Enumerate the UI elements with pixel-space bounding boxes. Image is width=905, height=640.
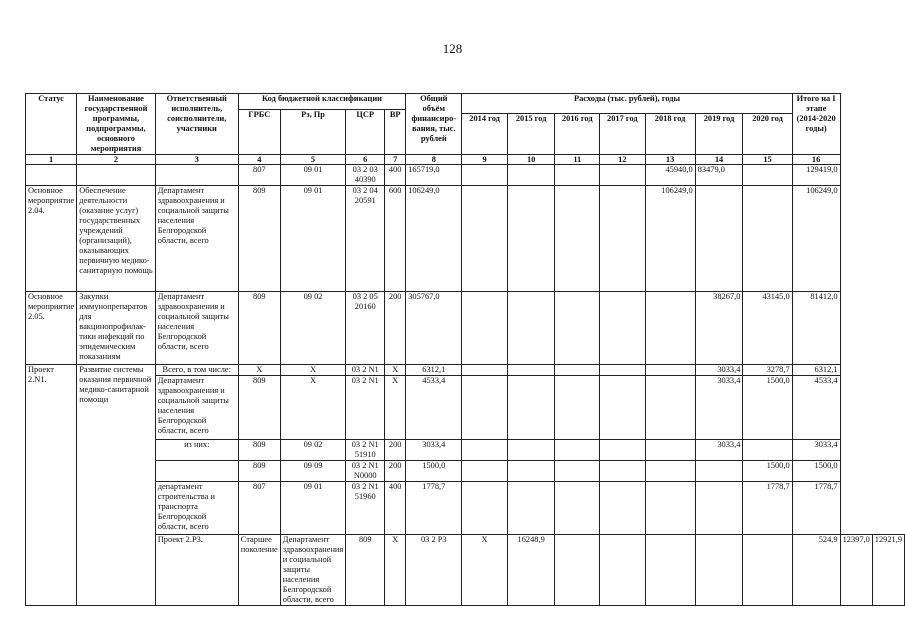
cell-2014: [462, 186, 507, 292]
cell-grbs: 809: [238, 186, 280, 292]
header-year-2019: 2019 год: [695, 114, 743, 155]
header-year-2014: 2014 год: [462, 114, 507, 155]
cell-2020: 43145,0: [743, 292, 792, 365]
cell-executor: Всего, в том числе:: [155, 365, 238, 376]
header-vr: ВР: [385, 110, 406, 155]
col-number: 15: [743, 155, 792, 165]
cell-executor: Департамент здравоохранения и социальной защиты населения Белгородской области, всего: [155, 292, 238, 365]
cell-2016: [555, 292, 600, 365]
table-row: [26, 376, 905, 440]
cell-csr: 03 2 Р3: [406, 535, 462, 606]
cell-2017: [600, 482, 645, 535]
header-expenses: Расходы (тыс. рублей), годы: [462, 94, 792, 114]
cell-stage-total: 1778,7: [792, 482, 840, 535]
col-number: 8: [406, 155, 462, 165]
cell-2016: [555, 365, 600, 376]
col-number: 5: [280, 155, 346, 165]
cell-2014: [462, 365, 507, 376]
cell-2017: [600, 165, 645, 186]
cell-2019: 3033,4: [695, 376, 743, 440]
col-number: 13: [645, 155, 695, 165]
cell-2018: [645, 365, 695, 376]
cell-2017: [600, 292, 645, 365]
col-number: 7: [385, 155, 406, 165]
cell-2018: [743, 535, 792, 606]
header-year-2017: 2017 год: [600, 114, 645, 155]
cell-2019: [695, 482, 743, 535]
cell-name: [77, 165, 155, 186]
cell-stage-total: 12921,9: [872, 535, 904, 606]
cell-2016: [645, 535, 695, 606]
cell-2015: [507, 186, 555, 292]
cell-csr: 03 2 N1 51910: [346, 440, 385, 461]
cell-2019: 83479,0: [695, 165, 743, 186]
cell-executor: Департамент здравоохранения и социальной защиты населения Белгородской области, всего: [155, 376, 238, 440]
header-budget-code: Код бюджетной классификации: [238, 94, 405, 110]
header-total-volume: Общий объём финансиро-вания, тыс. рублей: [406, 94, 462, 155]
cell-2017: [600, 376, 645, 440]
table-row: [26, 165, 905, 186]
cell-2020: [743, 186, 792, 292]
cell-2018: [645, 461, 695, 482]
col-number: 4: [238, 155, 280, 165]
cell-vr: Х: [385, 376, 406, 440]
cell-total: 106249,0: [406, 186, 462, 292]
cell-2015: [507, 365, 555, 376]
header-year-2015: 2015 год: [507, 114, 555, 155]
header-year-2016: 2016 год: [555, 114, 600, 155]
cell-2016: [555, 165, 600, 186]
cell-total: 1778,7: [406, 482, 462, 535]
cell-grbs: 807: [238, 482, 280, 535]
cell-executor: Департамент здравоохранения и социальной защиты населения Белгородской области, всего: [155, 186, 238, 292]
cell-csr: 03 2 05 20160: [346, 292, 385, 365]
cell-vr: 400: [385, 482, 406, 535]
col-number: 14: [695, 155, 743, 165]
col-number: 10: [507, 155, 555, 165]
header-stage-total: Итого на I этапе (2014-2020 годы): [792, 94, 840, 155]
cell-vr: 600: [385, 186, 406, 292]
cell-2020: [743, 440, 792, 461]
cell-grbs: 809: [238, 461, 280, 482]
cell-status: Основное мероприятие 2.04.: [26, 186, 77, 292]
header-year-2020: 2020 год: [743, 114, 792, 155]
cell-grbs: Х: [238, 365, 280, 376]
cell-total: 1500,0: [406, 461, 462, 482]
cell-rz: 09 01: [280, 165, 346, 186]
cell-2014: [462, 440, 507, 461]
header-rz: Рз, Пр: [280, 110, 346, 155]
cell-2017: [695, 535, 743, 606]
cell-csr: 03 2 N1: [346, 365, 385, 376]
cell-rz: Х: [280, 376, 346, 440]
cell-vr: 200: [385, 461, 406, 482]
cell-grbs: 807: [238, 165, 280, 186]
cell-csr: 03 2 N1 N0000: [346, 461, 385, 482]
cell-vr: Х: [462, 535, 507, 606]
page-number: 128: [442, 41, 463, 56]
budget-table: [25, 93, 905, 606]
cell-2020: [743, 165, 792, 186]
cell-status: Проект 2.N1.: [26, 365, 77, 606]
cell-2019: 38267,0: [695, 292, 743, 365]
cell-executor: Департамент здравоохранения и социальной защиты населения Белгородской области, всего: [280, 535, 346, 606]
cell-grbs: 809: [346, 535, 385, 606]
cell-2017: [600, 365, 645, 376]
cell-stage-total: 4533,4: [792, 376, 840, 440]
col-number: 1: [26, 155, 77, 165]
cell-2020: 1778,7: [743, 482, 792, 535]
cell-2020: 3278,7: [743, 365, 792, 376]
header-executor: Ответственный исполнитель, соисполнители, участники: [155, 94, 238, 155]
cell-total: 165719,0: [406, 165, 462, 186]
cell-2018: 45940,0: [645, 165, 695, 186]
cell-executor: из них:: [155, 440, 238, 461]
cell-vr: 200: [385, 440, 406, 461]
cell-name: Старшее поколение: [238, 535, 280, 606]
cell-2015: [507, 165, 555, 186]
cell-rz: 09 02: [280, 440, 346, 461]
cell-2015: [507, 292, 555, 365]
cell-vr: Х: [385, 365, 406, 376]
table-row: [26, 365, 905, 376]
col-number: 2: [77, 155, 155, 165]
cell-name: Закупки иммунопрепаратов для вакцинопрофилак-тики инфекций по эпидемическим показаниям: [77, 292, 155, 365]
cell-2014: [462, 376, 507, 440]
cell-2016: [555, 461, 600, 482]
cell-stage-total: 1500,0: [792, 461, 840, 482]
cell-grbs: 809: [238, 440, 280, 461]
col-number: 6: [346, 155, 385, 165]
cell-2018: [645, 376, 695, 440]
cell-2018: [645, 292, 695, 365]
cell-2015: [600, 535, 645, 606]
col-number: 16: [792, 155, 840, 165]
cell-stage-total: 81412,0: [792, 292, 840, 365]
cell-2015: [507, 440, 555, 461]
cell-vr: 400: [385, 165, 406, 186]
cell-executor: [155, 165, 238, 186]
header-grbs: ГРБС: [238, 110, 280, 155]
cell-rz: Х: [280, 365, 346, 376]
cell-total: 3033,4: [406, 440, 462, 461]
cell-2018: 106249,0: [645, 186, 695, 292]
cell-2017: [600, 440, 645, 461]
cell-csr: 03 2 N1: [346, 376, 385, 440]
header-csr: ЦСР: [346, 110, 385, 155]
cell-2014: [555, 535, 600, 606]
cell-total: 6312,1: [406, 365, 462, 376]
cell-stage-total: 129419,0: [792, 165, 840, 186]
cell-total: 16248,9: [507, 535, 555, 606]
col-number: 9: [462, 155, 507, 165]
cell-2017: [600, 461, 645, 482]
cell-2019: 3033,4: [695, 365, 743, 376]
cell-stage-total: 6312,1: [792, 365, 840, 376]
col-number: 12: [600, 155, 645, 165]
cell-2014: [462, 461, 507, 482]
cell-2020: 1500,0: [743, 376, 792, 440]
table-row: [26, 461, 905, 482]
cell-rz: 09 01: [280, 186, 346, 292]
cell-rz: 09 09: [280, 461, 346, 482]
cell-name: Развитие системы оказания первичной медико-санитарной помощи: [77, 365, 155, 606]
cell-2019: 3033,4: [695, 440, 743, 461]
table-row: [26, 440, 905, 461]
cell-2015: [507, 482, 555, 535]
cell-csr: 03 2 04 20591: [346, 186, 385, 292]
cell-2020: 1500,0: [743, 461, 792, 482]
header-year-2018: 2018 год: [645, 114, 695, 155]
cell-stage-total: 3033,4: [792, 440, 840, 461]
cell-stage-total: 106249,0: [792, 186, 840, 292]
cell-2014: [462, 292, 507, 365]
cell-csr: 03 2 N1 51960: [346, 482, 385, 535]
cell-name: Обеспечение деятельности (оказание услуг) государственных учреждений (организаций), оказывающих первичную медико-санитарную помощь: [77, 186, 155, 292]
cell-2020: 12397,0: [840, 535, 872, 606]
cell-2018: [645, 440, 695, 461]
cell-2017: [600, 186, 645, 292]
cell-csr: 03 2 03 40390: [346, 165, 385, 186]
col-number: 3: [155, 155, 238, 165]
cell-total: 305767,0: [406, 292, 462, 365]
cell-executor: департамент строительства и транспорта Белгородской области, всего: [155, 482, 238, 535]
cell-executor: [155, 461, 238, 482]
cell-2015: [507, 461, 555, 482]
cell-rz: 09 02: [280, 292, 346, 365]
cell-grbs: 809: [238, 376, 280, 440]
cell-2015: [507, 376, 555, 440]
table-row: [26, 186, 905, 292]
cell-2016: [555, 376, 600, 440]
cell-2018: [645, 482, 695, 535]
cell-2016: [555, 482, 600, 535]
header-name: Наименование государственной программы, подпрограммы, основного мероприятия: [77, 94, 155, 155]
cell-vr: 200: [385, 292, 406, 365]
cell-rz: 09 01: [280, 482, 346, 535]
cell-2019: 524,9: [792, 535, 840, 606]
cell-2016: [555, 440, 600, 461]
cell-total: 4533,4: [406, 376, 462, 440]
column-number-row: [26, 155, 905, 165]
cell-2014: [462, 165, 507, 186]
cell-status: [26, 165, 77, 186]
cell-2016: [555, 186, 600, 292]
cell-rz: Х: [385, 535, 406, 606]
cell-grbs: 809: [238, 292, 280, 365]
cell-2014: [462, 482, 507, 535]
cell-status: Основное мероприятие 2.05.: [26, 292, 77, 365]
table-row: [26, 535, 905, 606]
table-row: [26, 482, 905, 535]
cell-status: Проект 2.Р3.: [155, 535, 238, 606]
cell-2019: [695, 461, 743, 482]
table-row: [26, 292, 905, 365]
col-number: 11: [555, 155, 600, 165]
header-status: Статус: [26, 94, 77, 155]
cell-2019: [695, 186, 743, 292]
